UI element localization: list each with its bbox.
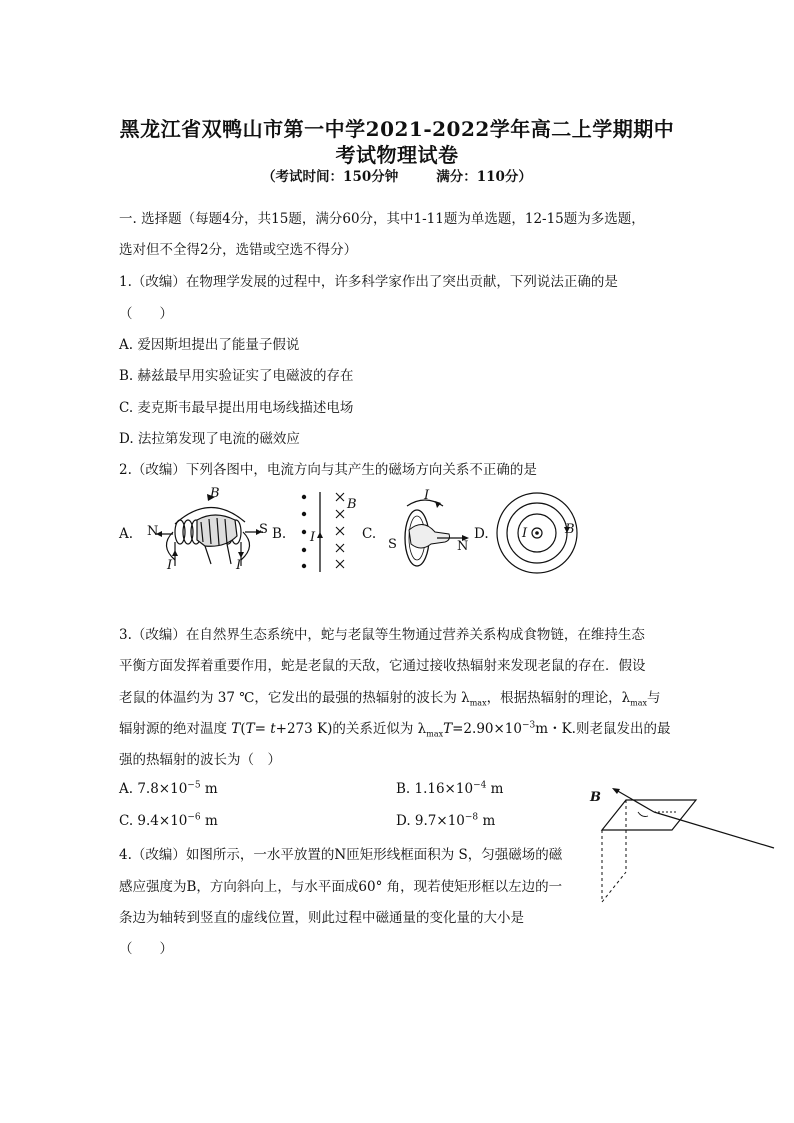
q3-option-b: [396, 781, 503, 797]
q1-option-c: C. 麦克斯韦最早提出用电场线描述电场: [119, 400, 354, 416]
q4-line1: 4.（改编）如图所示，一水平放置的N匝矩形线框面积为 S，匀强磁场的磁: [119, 847, 563, 863]
q3-line3-b: ，根据热辐射的理论，λ: [486, 690, 631, 706]
q3-line4-d: +273 K)的关系近似为 λ: [275, 721, 427, 737]
q3-option-c: [119, 813, 218, 829]
q3-line3-a: 老鼠的体温约为 37 ℃，它发出的最强的热辐射的波长为 λ: [119, 690, 470, 706]
q3-line4-a: 辐射源的绝对温度: [119, 721, 232, 737]
q3-line4-T2: T: [245, 721, 255, 737]
q4-fig-b: B: [590, 790, 601, 805]
q2-figure-b: [295, 490, 355, 576]
q3-line3-sub2: max: [630, 698, 648, 708]
q2-fig-d-b: B: [565, 522, 575, 537]
q2-fig-a-b: B: [210, 486, 220, 501]
q1-paren: （ ）: [119, 306, 173, 322]
q1-option-b: B. 赫兹最早用实验证实了电磁波的存在: [119, 368, 354, 384]
q3-line4: [119, 717, 670, 739]
q3-a-base: A. 7.8×10: [119, 781, 188, 797]
q3-line4-T3: T: [443, 721, 453, 737]
q3-a-unit: m: [200, 781, 218, 797]
q3-d-unit: m: [478, 813, 496, 829]
q2-label-d: D.: [474, 526, 489, 542]
q2-fig-c-s: S: [388, 537, 397, 552]
q1-option-a: A. 爱因斯坦提出了能量子假说: [119, 337, 300, 353]
exam-info: [0, 165, 794, 185]
q4-line3: 条边为轴转到竖直的虚线位置，则此过程中磁通量的变化量的大小是: [119, 910, 524, 926]
q4-line2: 感应强度为B，方向斜向上，与水平面成60° 角，现若使矩形框以左边的一: [119, 879, 563, 895]
q2-label-a: A.: [119, 526, 134, 542]
q3-line1: 3.（改编）在自然界生态系统中，蛇与老鼠等生物通过营养关系构成食物链，在维持生态: [119, 627, 645, 643]
q3-c-base: C. 9.4×10: [119, 813, 188, 829]
q2-fig-c-n: N: [457, 539, 469, 554]
q3-line4-f: m・K.则老鼠发出的最: [535, 721, 671, 737]
section1-line2: 选对但不全得2分，选错或空选不得分）: [119, 242, 358, 258]
q2-fig-a-n: N: [147, 524, 159, 539]
exam-title-line1: 黑龙江省双鸭山市第一中学2021-2022学年高二上学期期中: [119, 117, 675, 141]
q3-line4-exp: −3: [522, 720, 536, 731]
q2-fig-d-i: I: [522, 526, 528, 541]
q3-b-unit: m: [486, 781, 504, 797]
q3-d-base: D. 9.7×10: [396, 813, 465, 829]
q3-line4-T: T: [231, 721, 241, 737]
q3-line3-c: 与: [647, 690, 661, 706]
q3-line4-t: t: [270, 721, 276, 737]
q2-label-c: C.: [362, 526, 377, 542]
q3-d-exp: −8: [464, 812, 479, 823]
q3-line4-b: (: [240, 721, 246, 737]
q1-stem: 1.（改编）在物理学发展的过程中，许多科学家作出了突出贡献，下列说法正确的是: [119, 274, 618, 290]
q3-option-a: [119, 781, 218, 797]
q4-figure: [586, 786, 776, 908]
q1-option-d: D. 法拉第发现了电流的磁效应: [119, 431, 300, 447]
q2-stem: 2.（改编）下列各图中，电流方向与其产生的磁场方向关系不正确的是: [119, 462, 537, 478]
q2-label-b: B.: [272, 526, 287, 542]
exam-time: （考试时间：150分钟: [262, 169, 399, 185]
q3-b-exp: −4: [473, 780, 487, 791]
q3-line2: 平衡方面发挥着重要作用，蛇是老鼠的天敌，它通过接收热辐射来发现老鼠的存在．假设: [119, 658, 646, 674]
q2-figure-c: [385, 488, 475, 576]
q3-option-d: [396, 813, 495, 829]
q2-fig-a-s: S: [259, 522, 268, 537]
q2-fig-b-i: I: [310, 530, 316, 545]
q3-line5: 强的热辐射的波长为（ ）: [119, 752, 281, 768]
q4-paren: （ ）: [119, 941, 173, 957]
q3-c-exp: −6: [187, 812, 201, 823]
exam-score: 满分：110分）: [436, 169, 532, 185]
q3-b-base: B. 1.16×10: [396, 781, 474, 797]
exam-title-line2: 考试物理试卷: [335, 143, 459, 167]
q2-fig-a-i2: I: [236, 558, 242, 573]
q3-line3: [119, 686, 661, 708]
q3-line4-c: =: [254, 721, 271, 737]
q3-line4-e: =2.90×10: [452, 721, 522, 737]
q3-line4-sub: max: [426, 729, 444, 739]
section1-line1: 一. 选择题（每题4分，共15题，满分60分，其中1-11题为单选题，12-15题为多选题，: [119, 211, 645, 227]
q3-c-unit: m: [200, 813, 218, 829]
q3-a-exp: −5: [187, 780, 201, 791]
q2-fig-c-i: I: [424, 488, 430, 503]
q3-line3-sub: max: [469, 698, 487, 708]
q2-fig-a-i1: I: [167, 558, 173, 573]
q2-fig-b-b: B: [347, 497, 357, 512]
